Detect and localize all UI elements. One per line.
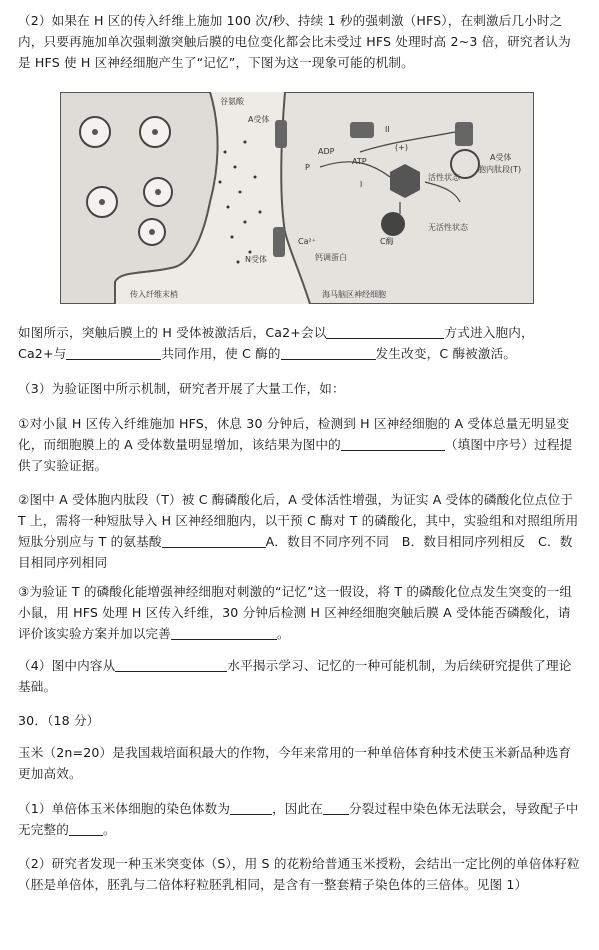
q2-intro-text: （2）如果在 H 区的传入纤维上施加 100 次/秒、持续 1 秒的强刺激（HFS），在刺激后几小时之内，只要再施加单次强刺激突触后膜的电位变化都会比未受过 HFS 处理时高 2~3 倍，研究者认为是 HFS 使 H 区神经细胞产生了“记忆”，下图为这一现象可能的机制。 [18,13,571,70]
q30-part2 [18,853,581,895]
label-a-receptor: A受体 [248,115,270,124]
label-atp: ATP [352,157,367,166]
enzyme-inactive-shape [381,212,405,236]
label-a-receptor-t: A受体 [490,153,512,162]
answer-blank-5[interactable] [162,533,266,548]
label-c-enzyme: C酶 [380,237,394,246]
q30-part1 [18,798,581,840]
q2-fill-a2: 方式进入胞内， [444,325,534,340]
q2-fill-b2: 共同作用，使 C 酶的 [161,346,281,361]
label-adp: ADP [318,147,335,156]
label-p: P [305,163,310,172]
q4-b: 水平揭示学习、记忆的一种可能机制，为后续研究提供了理论基础。 [18,658,572,694]
q3-item3a: ③为验证 T 的磷酸化能增强神经细胞对刺激的“记忆”这一假设，将 T 的磷酸化位点发生突变的一组小鼠，用 HFS 处理 H 区传入纤维，30 分钟后检测 H 区神经细胞突触后膜 A 受体能否磷酸化，请评价该实验方案并加以完善 [18,584,573,641]
answer-blank-3[interactable] [281,345,376,360]
label-inactive-state: 无活性状态 [428,223,468,232]
q3-intro-text: （3）为验证图中所示机制，研究者开展了大量工作，如： [18,381,345,396]
q2-fill-b3: 发生改变，C 酶被激活。 [375,346,517,361]
answer-blank-8[interactable] [230,800,272,815]
answer-blank-2[interactable] [66,345,161,360]
q30-p1b: ，因此在 [272,801,324,816]
q2-fill-a1: 如图所示，突触后膜上的 H 受体被激活后，Ca2+会以 [18,325,327,340]
label-ca: Ca²⁺ [298,237,316,246]
q30-intro [18,742,581,784]
answer-blank-9[interactable] [323,800,349,815]
label-calmodulin: 钙调蛋白 [315,253,347,262]
answer-blank-1[interactable] [326,324,444,339]
q2-intro [18,10,581,73]
label-plus: (+) [395,143,408,152]
label-intracellular-t: 胞内肽段(T) [478,165,522,174]
q3-item1a: ①对小鼠 H 区传入纤维施加 HFS，休息 30 分钟后，检测到 H 区神经细胞的 A 受体总量无明显变化，而细胞膜上的 A 受体数量明显增加，该结果为图中的 [18,416,570,452]
q3-item2 [18,489,581,573]
q30-p2-text: （2）研究者发现一种玉米突变体（S），用 S 的花粉给普通玉米授粉，会结出一定比例的单倍体籽粒（胚是单倍体，胚乳与二倍体籽粒胚乳相同，是含有一整套精子染色体的三倍体。见图 1） [18,856,580,892]
answer-blank-7[interactable] [115,657,227,672]
q3-item1b: （填图中序号）过程提供了实验证据。 [18,437,573,473]
q2-fill [18,322,581,364]
q4-a: （4）图中内容从 [18,658,116,673]
label-roman-1: I [360,180,363,189]
q30-p1a: （1）单倍体玉米体细胞的染色体数为 [18,801,231,816]
q3-item2a: ②图中 A 受体胞内肽段（T）被 C 酶磷酸化后，A 受体活性增强，为证实 A 受体的磷酸化位点位于 T 上，需将一种短肽导入 H 区神经细胞内，以干预 C 酶对 T 的磷酸化，其中，实验组和对照组所用短肽分别应与 T 的氨基酸 [18,492,579,549]
label-hippocampus: 海马脑区神经细胞 [322,290,386,299]
label-active-state: 活性状态 [428,173,460,182]
synapse-diagram [60,92,534,304]
answer-blank-6[interactable] [171,625,277,640]
answer-blank-10[interactable] [69,821,103,836]
label-n-receptor: N受体 [245,255,267,264]
q30-intro-text: 玉米（2n=20）是我国栽培面积最大的作物，今年来常用的一种单倍体育种技术使玉米新品种选育更加高效。 [18,745,572,781]
q2-fill-b1: Ca2+与 [18,346,67,361]
label-afferent: 传入纤维末梢 [130,290,178,299]
q30-header-text: 30．（18 分） [18,713,100,728]
q3-item1 [18,413,581,476]
q3-item3b: 。 [276,626,290,641]
q4 [18,655,581,697]
label-roman-2: II [385,125,390,134]
q30-header [18,710,581,731]
synapse-mechanism-figure [60,92,534,304]
answer-blank-4[interactable] [341,436,445,451]
q3-item2b: A．数目不同序列不同 B．数目相同序列相反 C．数目相同序列相同 [18,534,573,570]
q3-intro [18,378,581,399]
q3-item3 [18,581,581,644]
postsynaptic-cell [281,92,534,304]
q30-p1c: 分裂过程中染色体无法联会，导致配子中无完整的 [18,801,579,837]
label-glutamate: 谷氨酸 [220,97,244,106]
q30-p1d: 。 [102,822,116,837]
glutamate-dots [219,141,262,264]
